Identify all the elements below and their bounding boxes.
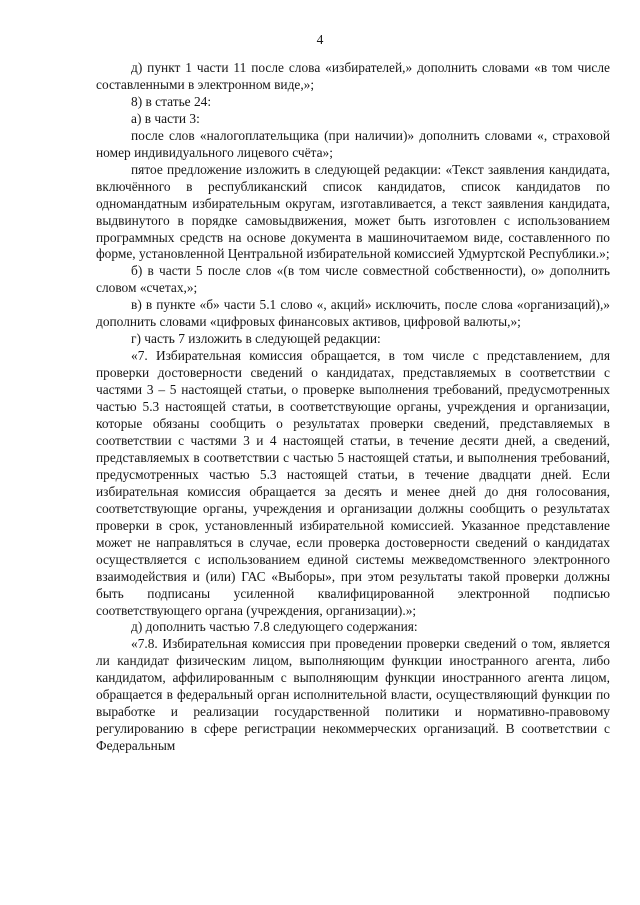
paragraph-8: г) часть 7 изложить в следующей редакции:: [131, 331, 381, 347]
paragraph-7: в) в пункте «б» части 5.1 слово «, акций» исключить, после слова «организаций),» дополнить словами «цифровых финансовых активов, цифровой валюты,»;: [96, 297, 610, 330]
paragraph-5: пятое предложение изложить в следующей редакции: «Текст заявления кандидата, включённого в республиканский список кандидатов, список кандидатов по одномандатным избирательным округам, изготавливается, а текст заявления кандидата, выдвинутого в порядке самовыдвижения, может быть изготовлен с использованием программных средств на основе документа в машиночитаемом виде, составленного по форме, установленной Центральной избирательной комиссией Удмуртской Республики.»;: [96, 161, 610, 262]
paragraph-10: д) дополнить частью 7.8 следующего содержания:: [131, 619, 418, 635]
paragraph-9: «7. Избирательная комиссия обращается, в том числе с представлением, для проверки достоверности сведений о кандидатах, представляемых в соответствии с частями 3 – 5 настоящей статьи, о проверке выполнения требований, предусмотренных частью 5.3 настоящей статьи, в соответствующие органы, учреждения и организации, которые обязаны сообщить о результатах проверки сведений, представляемых в соответствии с частями 3 и 4 настоящей статьи, в течение десяти дней, а сведений, представляемых в соответствии с частью 5 настоящей статьи, и выполнения требований, предусмотренных частью 5.3 настоящей статьи, в течение двадцати дней. Если избирательная комиссия обращается за десять и менее дней до дня голосования, соответствующие органы, учреждения и организации должны сообщить о результатах проверки в срок, установленный избирательной комиссией. Указанное представление может не направляться в случае, если проверка достоверности сведений о кандидатах осуществляется с использованием единой системы межведомственного электронного взаимодействия и (или) ГАС «Выборы», при этом результаты такой проверки должны быть подписаны усиленной квалифицированной электронной подписью соответствующего органа (учреждения, организации).»;: [96, 348, 610, 618]
paragraph-2: 8) в статье 24:: [131, 93, 212, 109]
paragraph-4: после слов «налогоплательщика (при наличии)» дополнить словами «, страховой номер индивидуального лицевого счёта»;: [96, 127, 610, 160]
paragraph-3: а) в части 3:: [131, 110, 200, 126]
page-number: 4: [316, 32, 324, 47]
paragraph-1: д) пункт 1 части 11 после слова «избирателей,» дополнить словами «в том числе составленными в электронном виде,»;: [96, 60, 610, 92]
paragraph-11: «7.8. Избирательная комиссия при проведении проверки сведений о том, является ли кандидат физическим лицом, выполняющим функции иностранного агента, либо кандидатом, аффилированным с выполняющим функции иностранного агента лицом, обращается в федеральный орган исполнительной власти, осуществляющий функции по выработке и реализации государственной политики и нормативно-правовому регулированию в сфере регистрации некоммерческих организаций. В соответствии с Федеральным: [96, 636, 610, 754]
paragraph-6: б) в части 5 после слов «(в том числе совместной собственности), о» дополнить словом «счетах,»;: [96, 263, 610, 296]
document-body: [96, 60, 610, 755]
